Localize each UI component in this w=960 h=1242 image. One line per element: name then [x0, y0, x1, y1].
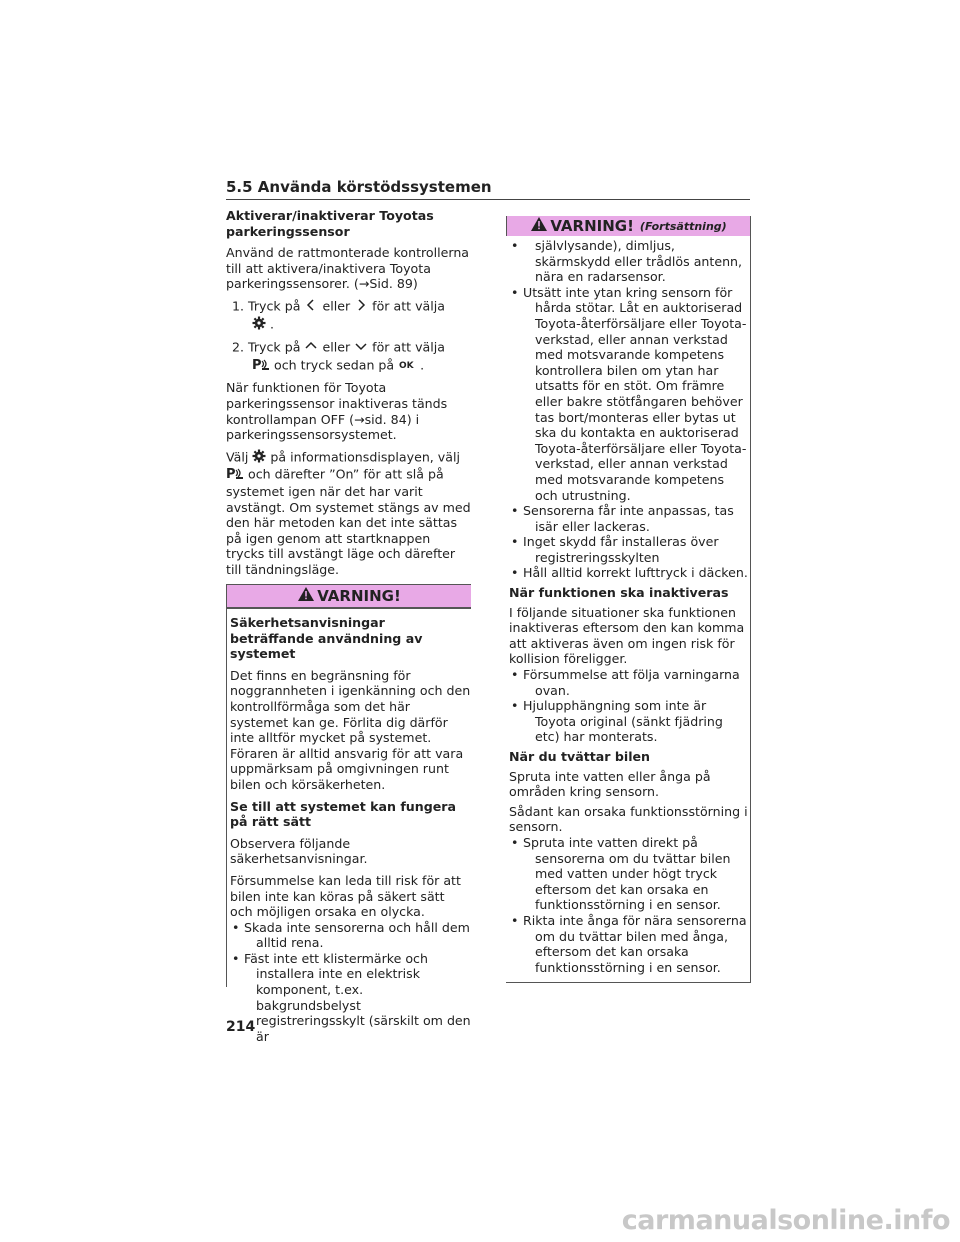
left-column: [226, 208, 471, 583]
heading-parking-sensor: Aktiverar/inaktiverar Toyotas parkeringssensor: [226, 208, 434, 239]
chevron-right-icon: [354, 298, 368, 316]
chevron-left-icon: [304, 298, 318, 316]
gear-icon: [252, 449, 266, 467]
intro-text: Använd de rattmonterade kontrollerna till att aktivera/inaktivera Toyota parkeringssensorer. (→Sid. 89): [226, 245, 470, 292]
warning-body: • självlysande), dimljus, skärmskydd eller trådlös antenn, nära en radarsensor. • Utsätt inte ytan kring sensorn för hårda stötar. Låt en auktoriserad Toyota-återförsäljare eller Toyota-verkstad, eller annan verkstad med motsvarande kompetens kontrollera bilen om ytan har utsatts för en stöt. Om främre eller bakre stötfångaren behöver tas bort/monteras eller bytas ut ska du kontakta en auktoriserad Toyota-återförsäljare eller Toyota-verkstad, eller annan verkstad med motsvarande kompetens och utrustning. • Sensorerna får inte anpassas, tas isär eller lackeras. • Inget skydd får installeras över registreringsskylten • Håll alltid korrekt lufttryck i däcken. När funktionen ska inaktiveras I följande situationer ska funktionen inaktiveras eftersom den kan komma att aktiveras även om ingen risk för kollision föreligger. • Försummelse att följa varningarna ovan. • Hjulupphängning som inte är Toyota original (sänkt fjädring etc) har monterats. När du tvättar bilen Spruta inte vatten eller ånga på områden kring sensorn. Sådant kan orsaka funktionsstörning i sensorn. • Spruta inte vatten direkt på sensorerna om du tvättar bilen med vatten under högt tryck eftersom det kan orsaka en funktionsstörning i en sensor. • Rikta inte ånga för nära sensorerna om du tvättar bilen med ånga, eftersom det kan orsaka funktionsstörning i en sensor.: [506, 236, 750, 975]
warning-body: Säkerhetsanvisningar beträffande användning av systemet Det finns en begränsning för noggrannheten i igenkänning och den kontrollförmåga som det här systemet kan ge. Förlita dig därför inte alltför mycket på systemet. Föraren är alltid ansvarig för att vara uppmärksam på omgivningen runt bilen och körsäkerheten. Se till att systemet kan fungera på rätt sätt Observera följande säkerhetsanvisningar. Försummelse kan leda till risk för att bilen inte kan köras på säkert sätt och möjligen orsaka en olycka. • Skada inte sensorerna och håll dem alltid rena. • Fäst inte ett klistermärke och installera inte en elektrisk komponent, t.ex. bakgrundsbelyst registreringsskylt (särskilt om den är: [227, 609, 471, 1044]
warning-subtitle: (Fortsättning): [639, 219, 727, 233]
warning-header: [506, 216, 750, 236]
list-item: • Håll alltid korrekt lufttryck i däcken.: [509, 565, 750, 581]
list-item: • Utsätt inte ytan kring sensorn för hårda stötar. Låt en auktoriserad Toyota-återförsäljare eller Toyota-verkstad, eller annan verkstad med motsvarande kompetens kontrollera bilen om ytan har utsatts för en stöt. Om främre eller bakre stötfångaren behöver tas bort/monteras eller bytas ut ska du kontakta en auktoriserad Toyota-återförsäljare eller Toyota-verkstad, eller annan verkstad med motsvarande kompetens och utrustning.: [509, 285, 750, 503]
warning-box-right: [506, 216, 751, 983]
list-item: • Hjulupphängning som inte är Toyota original (sänkt fjädring etc) har monterats.: [509, 698, 750, 745]
status-text: När funktionen för Toyota parkeringssensor inaktiveras tänds kontrollampan OFF (→sid. 84) i parkeringssensorsystemet.: [226, 380, 448, 443]
svg-text:OK: OK: [399, 360, 414, 370]
watermark: carmanualsonline.info: [621, 1205, 950, 1236]
page-number: 214: [226, 1019, 256, 1035]
list-item: • Spruta inte vatten direkt på sensorerna om du tvättar bilen med vatten under högt tryck eftersom det kan orsaka en funktionsstörning i en sensor.: [509, 835, 750, 913]
list-item: • Skada inte sensorerna och håll dem alltid rena.: [230, 920, 471, 951]
warning-title: VARNING!: [317, 587, 401, 605]
section-header: 5.5 Använda körstödssystemen: [226, 178, 750, 200]
chevron-down-icon: [354, 339, 368, 357]
list-item: • Rikta inte ånga för nära sensorerna om du tvättar bilen med ånga, eftersom det kan orsaka funktionsstörning i en sensor.: [509, 913, 750, 975]
reactivation-text: Välj på informationsdisplayen, välj P och därefter ”On” för att slå på systemet igen när det har varit avstängt. Om systemet stängs av med den här metoden kan det inte sättas på igen genom att startknappen trycks till avstängt läge och därefter till tändningsläge.: [226, 449, 471, 577]
warning-header: [227, 585, 471, 609]
warning-triangle-icon: [297, 586, 315, 606]
svg-text:P: P: [226, 467, 236, 481]
warning-title: VARNING!: [550, 217, 634, 235]
svg-text:P: P: [252, 357, 262, 371]
list-item: • Försummelse att följa varningarna ovan.: [509, 667, 750, 698]
list-item: • Inget skydd får installeras över registreringsskylten: [509, 534, 750, 565]
parking-sensor-icon: [252, 357, 270, 375]
parking-sensor-icon: [226, 466, 244, 484]
warning-triangle-icon: [530, 216, 548, 236]
chevron-up-icon: [304, 339, 318, 357]
ok-button-icon: [398, 358, 416, 374]
step-1: 1. Tryck på eller för att välja .: [232, 298, 471, 333]
step-2: 2. Tryck på eller för att välja P och tryck sedan på OK .: [232, 339, 471, 374]
list-item: • Fäst inte ett klistermärke och installera inte en elektrisk komponent, t.ex. bakgrundsbelyst registreringsskylt (särskilt om den är: [230, 951, 471, 1045]
list-item: • Sensorerna får inte anpassas, tas isär eller lackeras.: [509, 503, 750, 534]
gear-icon: [252, 316, 266, 334]
